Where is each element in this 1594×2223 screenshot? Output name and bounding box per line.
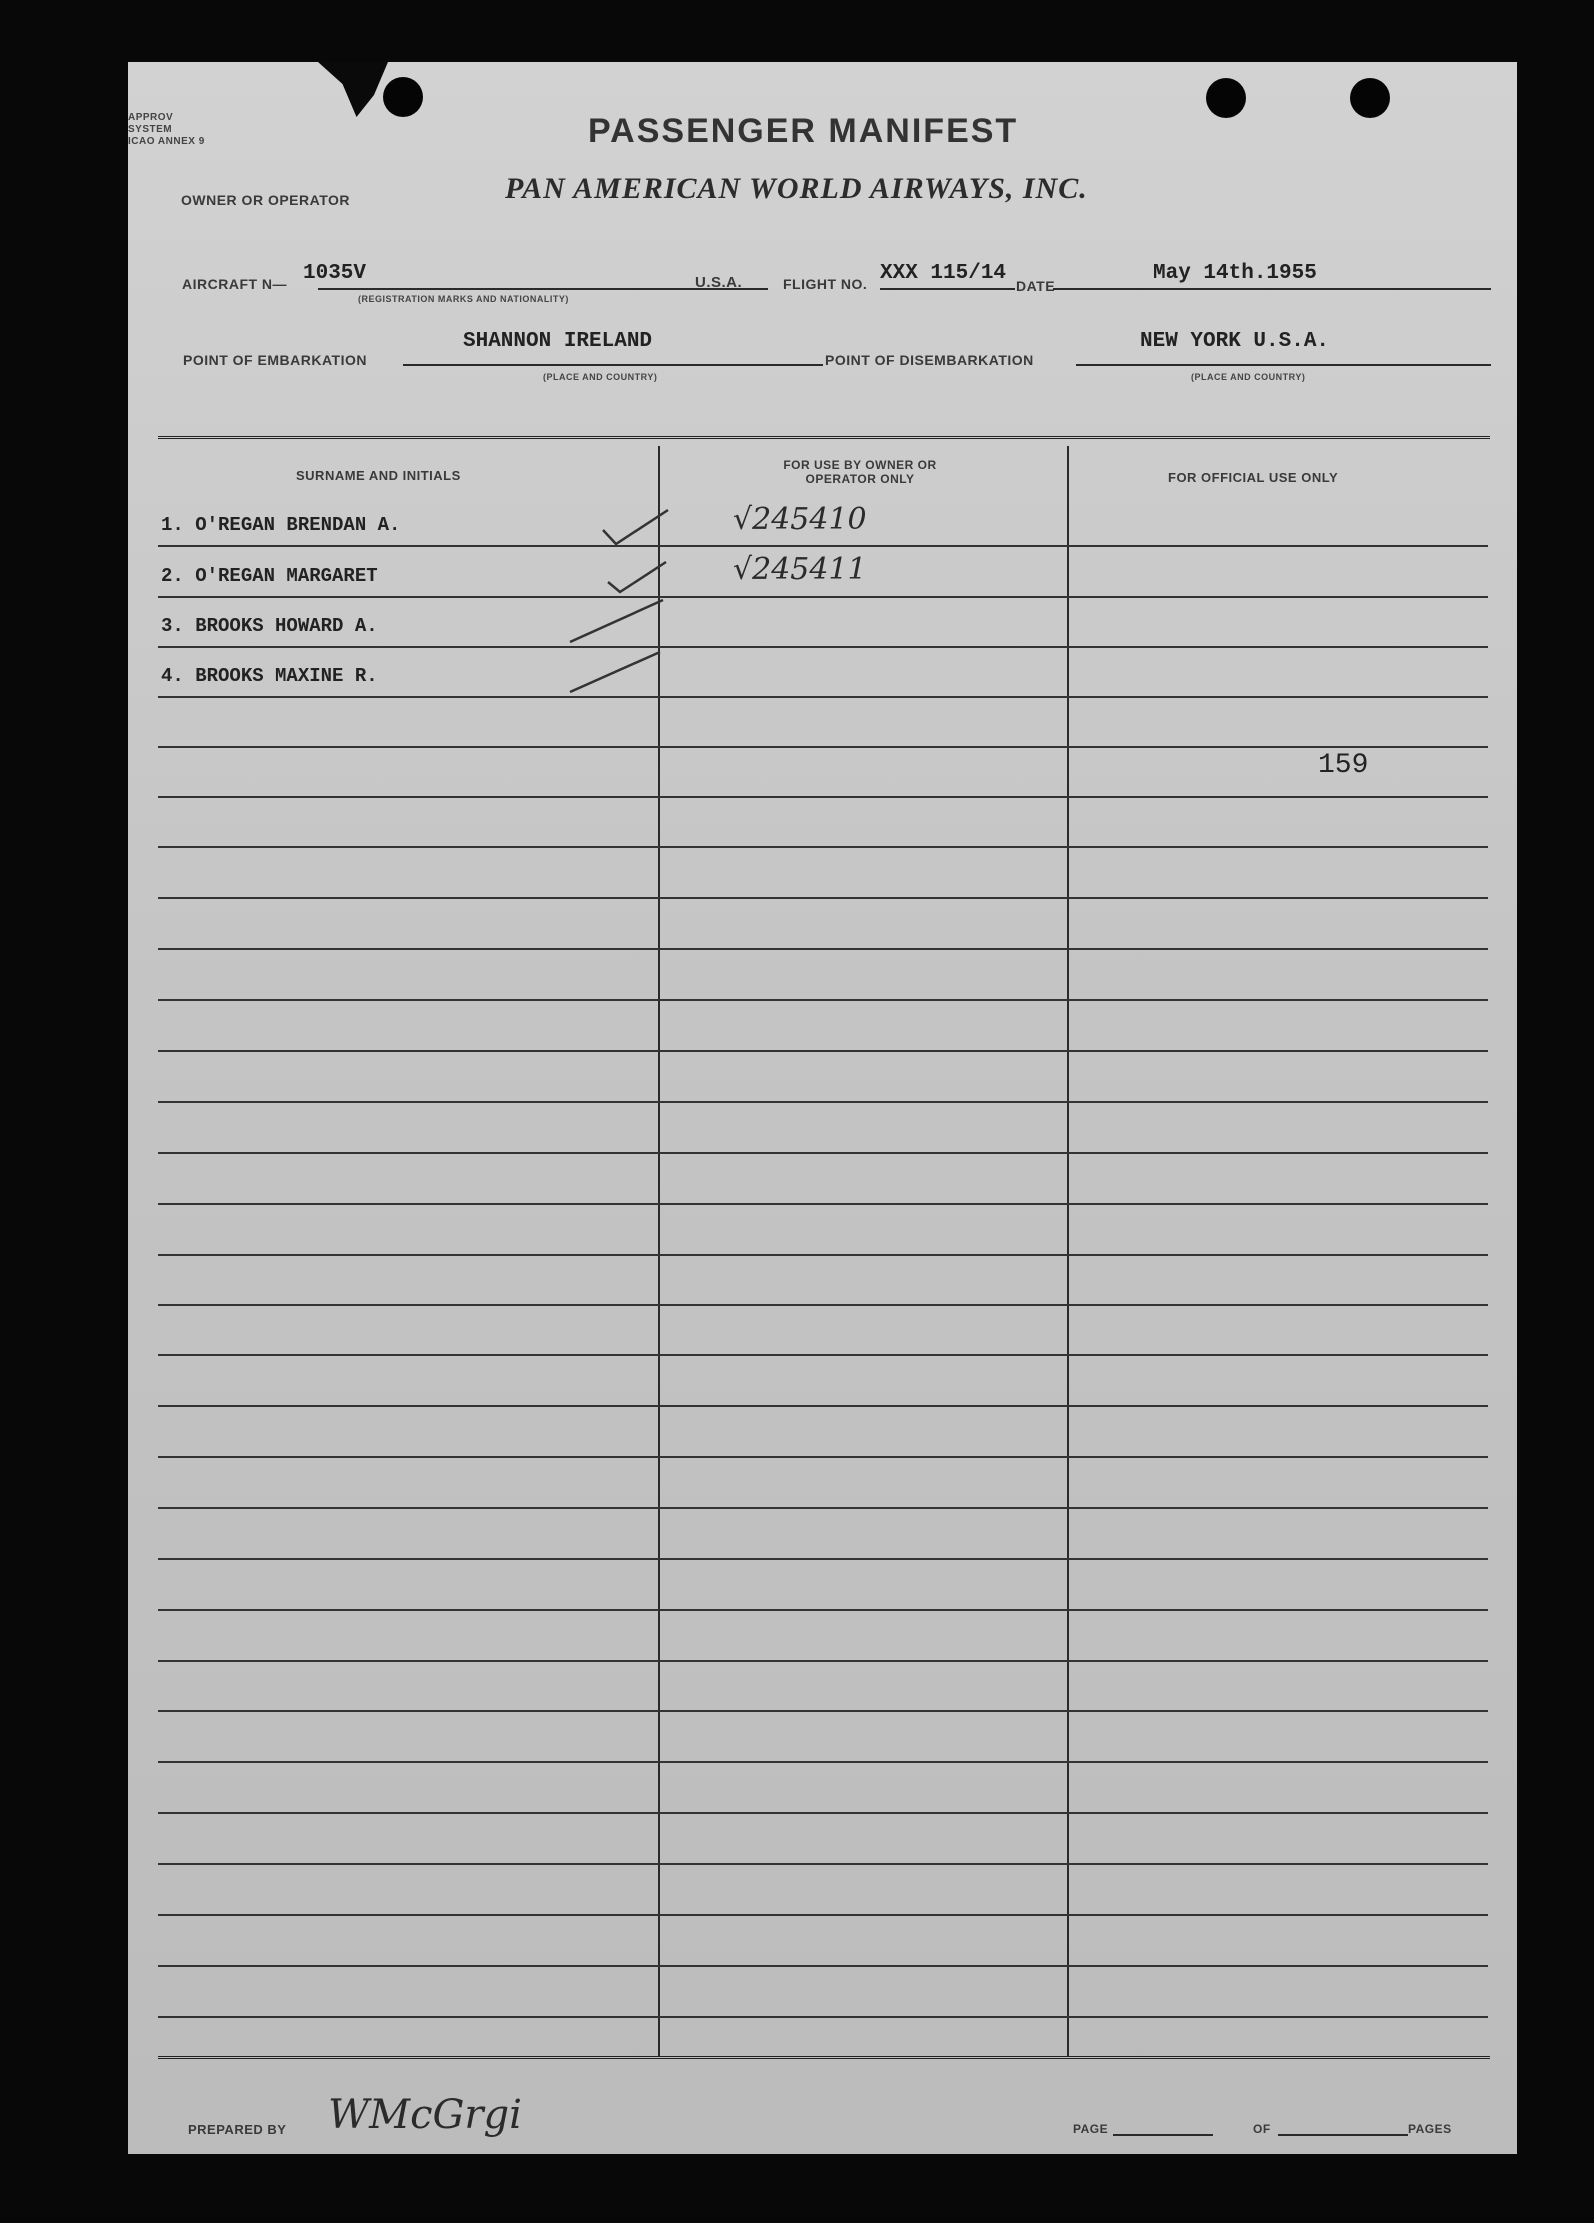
row-rule <box>158 1965 1488 1967</box>
row-rule <box>158 746 1488 748</box>
column-header-surname: SURNAME AND INITIALS <box>296 468 461 483</box>
row-rule <box>158 1507 1488 1509</box>
torn-corner-icon <box>318 62 388 117</box>
row-rule <box>158 999 1488 1001</box>
row-rule <box>158 846 1488 848</box>
date-value: May 14th.1955 <box>1153 262 1317 285</box>
row-rule <box>158 596 1488 598</box>
aircraft-value: 1035V <box>303 262 367 285</box>
flight-label: FLIGHT NO. <box>783 276 868 292</box>
page-underline <box>1113 2134 1213 2136</box>
page-label: PAGE <box>1073 2122 1109 2136</box>
row-rule <box>158 796 1488 798</box>
pages-label: PAGES <box>1408 2122 1452 2136</box>
row-rule <box>158 1304 1488 1306</box>
passenger-name: 2. O'REGAN MARGARET <box>161 565 378 587</box>
row-rule <box>158 696 1488 698</box>
date-underline <box>1053 288 1491 290</box>
row-rule <box>158 1050 1488 1052</box>
disembark-underline <box>1076 364 1491 366</box>
embark-value: SHANNON IRELAND <box>463 330 653 353</box>
date-label: DATE <box>1016 278 1056 294</box>
punch-hole-icon <box>1350 78 1390 118</box>
aircraft-label: AIRCRAFT N— <box>182 276 288 292</box>
row-rule <box>158 1152 1488 1154</box>
disembark-label: POINT OF DISEMBARKATION <box>825 352 1034 368</box>
row-rule <box>158 1914 1488 1916</box>
row-rule <box>158 1405 1488 1407</box>
column-header-official: FOR OFFICIAL USE ONLY <box>1168 470 1339 485</box>
approval-line: APPROV <box>128 112 174 123</box>
row-rule <box>158 1558 1488 1560</box>
punch-hole-icon <box>1206 78 1246 118</box>
page-title: PASSENGER MANIFEST <box>588 112 1019 150</box>
column-divider <box>1067 446 1069 2056</box>
approval-stamp <box>128 112 205 148</box>
approval-line: ICAO ANNEX 9 <box>128 136 205 147</box>
punch-hole-icon <box>383 77 423 117</box>
approval-line: SYSTEM <box>128 124 173 135</box>
official-note: 159 <box>1318 750 1369 781</box>
flight-underline <box>880 288 1015 290</box>
usa-label: U.S.A. <box>695 274 743 291</box>
row-rule <box>158 1101 1488 1103</box>
passenger-name: 4. BROOKS MAXINE R. <box>161 665 378 687</box>
manifest-sheet <box>128 62 1517 2154</box>
row-rule <box>158 1863 1488 1865</box>
prepared-label: PREPARED BY <box>188 2122 287 2137</box>
owner-ticket-number: √245410 <box>733 502 867 537</box>
footer-rule <box>158 2056 1490 2063</box>
row-rule <box>158 1456 1488 1458</box>
row-rule <box>158 1354 1488 1356</box>
row-rule <box>158 646 1488 648</box>
of-label: OF <box>1253 2122 1271 2136</box>
row-rule <box>158 545 1488 547</box>
row-rule <box>158 948 1488 950</box>
row-rule <box>158 1660 1488 1662</box>
owner-ticket-number: √245411 <box>733 552 867 587</box>
airline-name: PAN AMERICAN WORLD AIRWAYS, INC. <box>505 172 1088 205</box>
row-rule <box>158 1203 1488 1205</box>
disembark-caption: (PLACE AND COUNTRY) <box>1191 372 1306 382</box>
passenger-name: 3. BROOKS HOWARD A. <box>161 615 378 637</box>
signature: WMcGrgi <box>328 2092 522 2138</box>
registration-caption: (REGISTRATION MARKS AND NATIONALITY) <box>358 294 569 304</box>
column-header-owner: FOR USE BY OWNER OR OPERATOR ONLY <box>783 458 937 486</box>
embark-caption: (PLACE AND COUNTRY) <box>543 372 658 382</box>
of-underline <box>1278 2134 1408 2136</box>
row-rule <box>158 1710 1488 1712</box>
row-rule <box>158 1812 1488 1814</box>
owner-label: OWNER OR OPERATOR <box>181 192 350 208</box>
flight-value: XXX 115/14 <box>880 262 1007 285</box>
row-rule <box>158 1609 1488 1611</box>
header-rule <box>158 436 1490 443</box>
row-rule <box>158 2016 1488 2018</box>
row-rule <box>158 1254 1488 1256</box>
disembark-value: NEW YORK U.S.A. <box>1140 330 1330 353</box>
row-rule <box>158 897 1488 899</box>
embark-label: POINT OF EMBARKATION <box>183 352 367 368</box>
passenger-name: 1. O'REGAN BRENDAN A. <box>161 514 401 536</box>
embark-underline <box>403 364 823 366</box>
row-rule <box>158 1761 1488 1763</box>
